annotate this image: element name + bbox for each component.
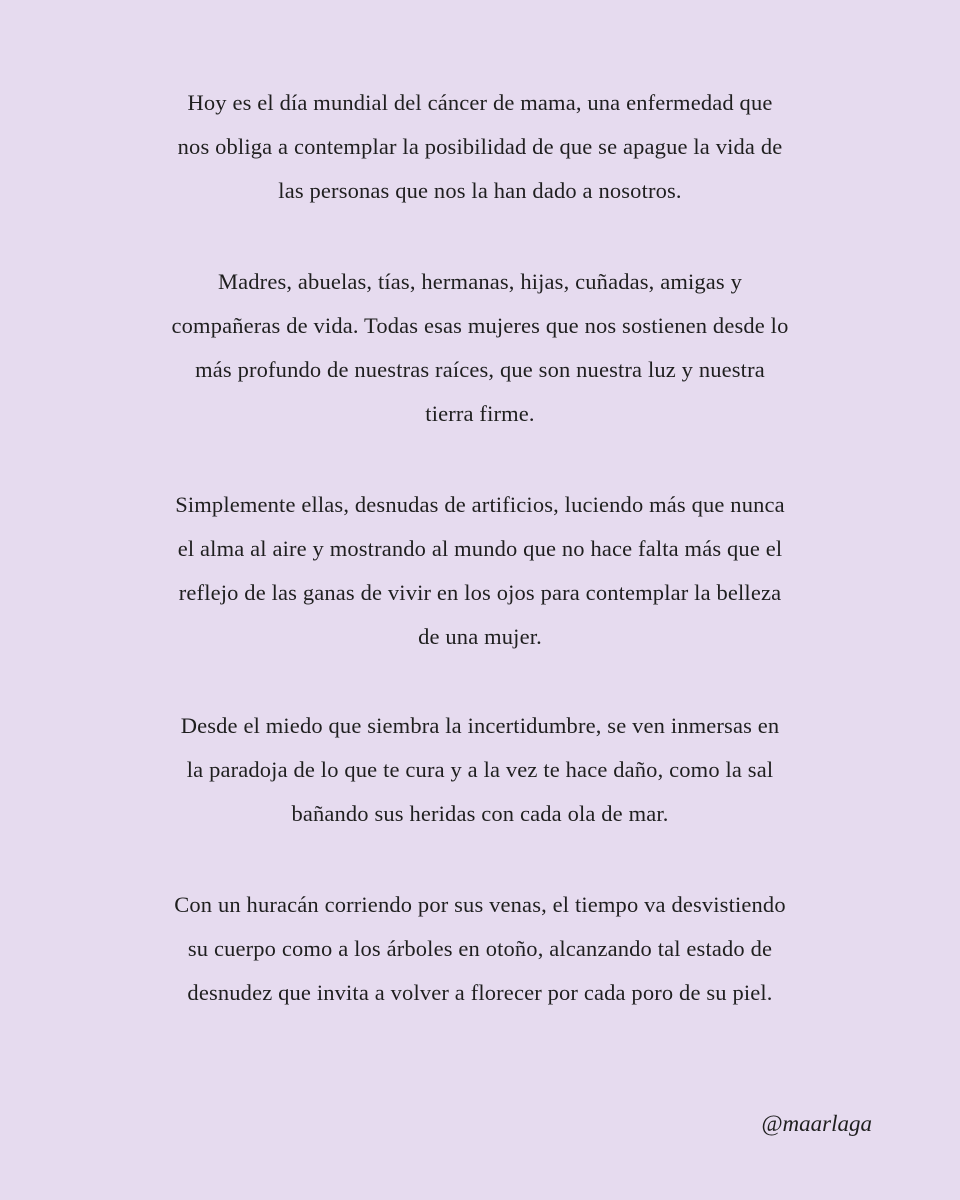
paragraph-line: su cuerpo como a los árboles en otoño, alcanzando tal estado de: [187, 936, 773, 961]
paragraph-line: Madres, abuelas, tías, hermanas, hijas, cuñadas, amigas y: [217, 269, 743, 294]
paragraph-line: de una mujer.: [418, 624, 542, 649]
paragraph-line: desnudez que invita a volver a florecer por cada poro de su piel.: [187, 980, 773, 1005]
paragraph-line: compañeras de vida. Todas esas mujeres que nos sostienen desde lo: [171, 313, 789, 338]
paragraph-line: Hoy es el día mundial del cáncer de mama, una enfermedad que: [187, 90, 773, 115]
author-handle: @maarlaga: [761, 1111, 872, 1136]
paragraph-line: reflejo de las ganas de vivir en los ojos para contemplar la belleza: [178, 580, 782, 605]
paragraph-line: el alma al aire y mostrando al mundo que no hace falta más que el: [177, 536, 783, 561]
paragraph-2: [120, 260, 840, 436]
paragraph-line: Desde el miedo que siembra la incertidumbre, se ven inmersas en: [180, 713, 780, 738]
paragraph-3: [120, 483, 840, 659]
paragraph-5: [120, 883, 840, 1015]
paragraph-line: las personas que nos la han dado a nosotros.: [278, 178, 682, 203]
paragraph-line: Simplemente ellas, desnudas de artificios, luciendo más que nunca: [175, 492, 785, 517]
paragraph-line: más profundo de nuestras raíces, que son nuestra luz y nuestra: [195, 357, 765, 382]
paragraph-line: Con un huracán corriendo por sus venas, el tiempo va desvistiendo: [174, 892, 786, 917]
paragraph-line: la paradoja de lo que te cura y a la vez te hace daño, como la sal: [186, 757, 774, 782]
paragraph-line: bañando sus heridas con cada ola de mar.: [291, 801, 669, 826]
paragraph-line: nos obliga a contemplar la posibilidad de que se apague la vida de: [177, 134, 783, 159]
paragraph-4: [120, 704, 840, 836]
paragraph-1: [120, 81, 840, 213]
paragraph-line: tierra firme.: [425, 401, 535, 426]
